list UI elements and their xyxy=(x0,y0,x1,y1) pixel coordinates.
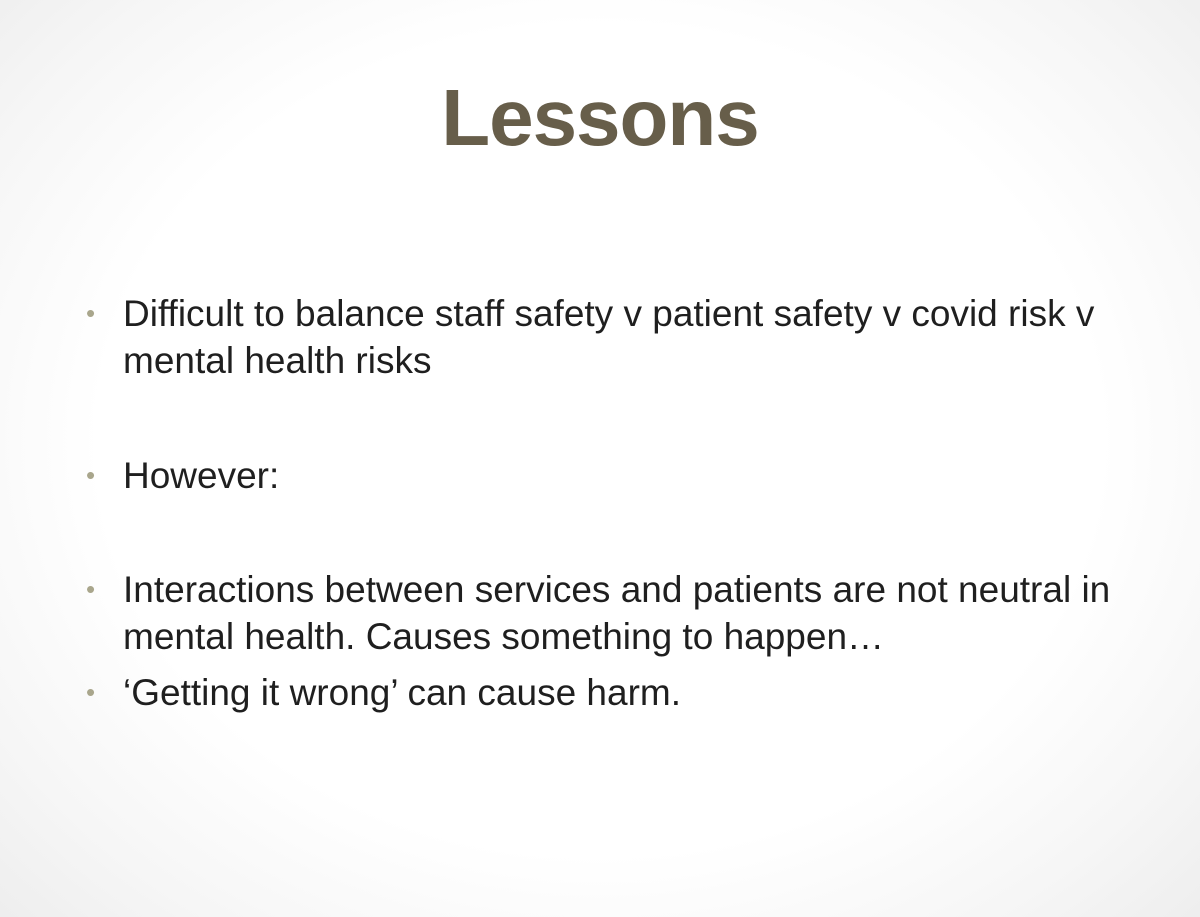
bullet-item xyxy=(86,669,1156,716)
bullet-item xyxy=(86,566,1156,660)
bullet-marker: • xyxy=(86,460,96,490)
bullet-list xyxy=(86,290,1156,716)
bullet-text: Difficult to balance staff safety v patient safety v covid risk v mental health risks xyxy=(123,293,1095,381)
bullet-item xyxy=(86,452,1156,499)
slide-title: Lessons xyxy=(441,73,759,162)
bullet-marker: • xyxy=(86,298,96,328)
bullet-text: However: xyxy=(123,455,280,496)
bullet-text: ‘Getting it wrong’ can cause harm. xyxy=(123,672,681,713)
bullet-marker: • xyxy=(86,574,96,604)
bullet-text: Interactions between services and patients are not neutral in mental health. Causes something to happen… xyxy=(123,569,1111,657)
bullet-marker: • xyxy=(86,677,96,707)
bullet-item xyxy=(86,290,1156,384)
